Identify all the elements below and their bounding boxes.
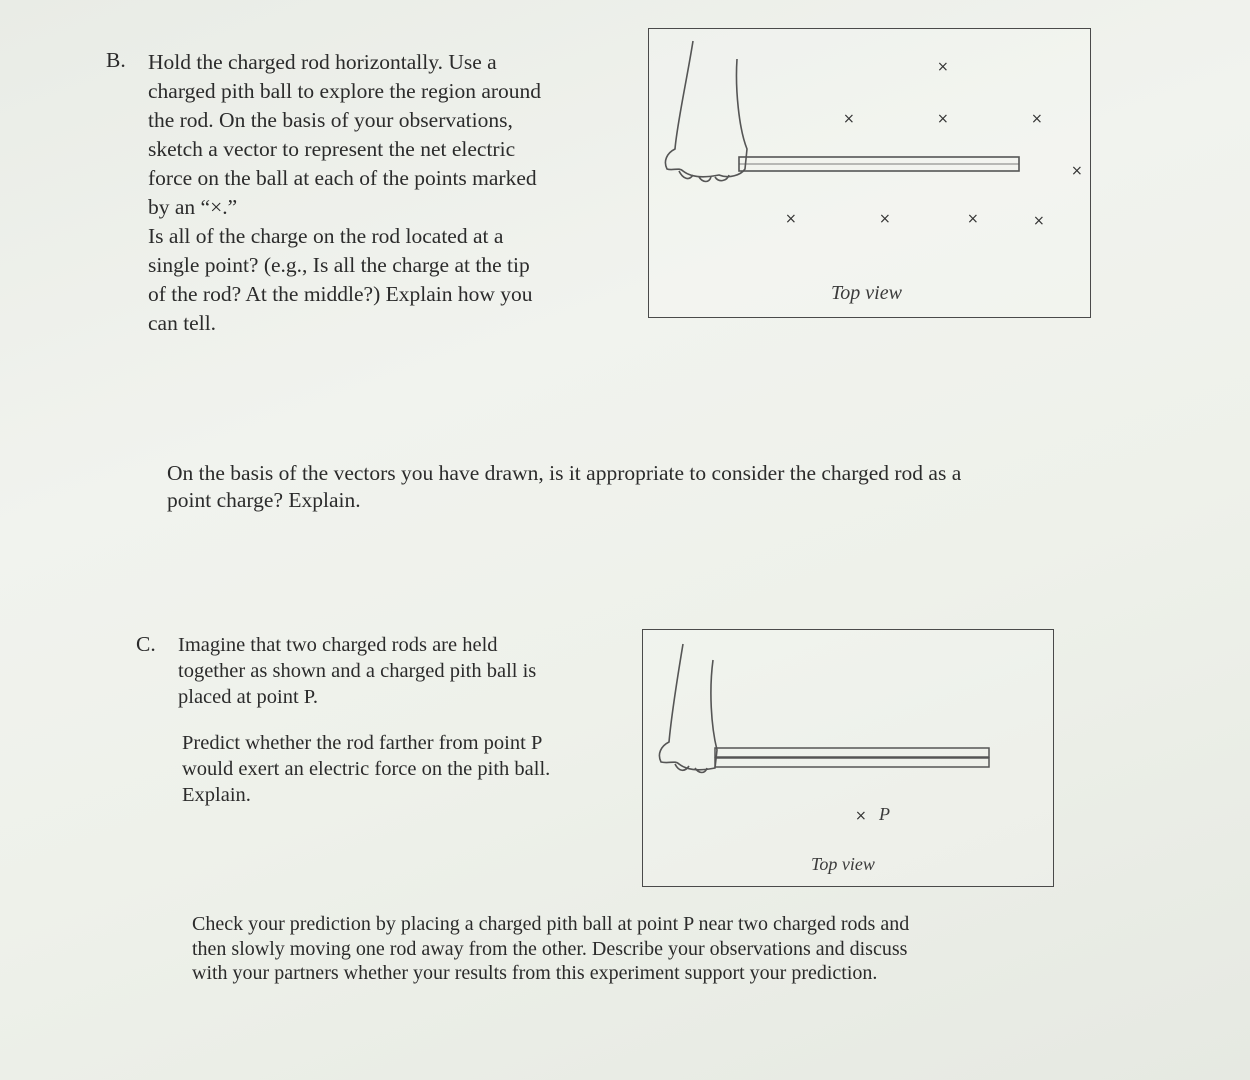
text-line: would exert an electric force on the pith ball.: [182, 758, 551, 780]
text-line: On the basis of the vectors you have drawn, is it appropriate to consider the charged rod as a: [167, 461, 962, 485]
point-marker: ×: [785, 211, 797, 227]
text-line: then slowly moving one rod away from the other. Describe your observations and discuss: [192, 937, 908, 960]
text-line: can tell.: [148, 311, 217, 335]
text-line: by an “×.”: [148, 195, 238, 219]
point-charge-question: [167, 460, 1097, 514]
section-c-prediction: [182, 730, 632, 808]
figure-c-two-rods-top-view: [642, 629, 1054, 887]
text-line: the rod. On the basis of your observations,: [148, 108, 513, 132]
text-line: placed at point P.: [178, 686, 319, 708]
point-marker: ×: [1033, 213, 1045, 229]
point-marker: ×: [879, 211, 891, 227]
point-p-label: P: [879, 804, 890, 824]
figure-b-rod-top-view: [648, 28, 1091, 318]
text-line: force on the ball at each of the points marked: [148, 166, 537, 190]
text-line: Explain.: [182, 784, 251, 806]
figure-caption: Top view: [831, 282, 902, 304]
charged-rod-1: [715, 748, 989, 757]
point-marker: ×: [1071, 163, 1083, 179]
figure-b-drawing: [649, 29, 1090, 317]
hand-drawing: [665, 41, 747, 177]
text-line: with your partners whether your results from this experiment support your prediction.: [192, 962, 878, 984]
text-line: Predict whether the rod farther from point P: [182, 732, 543, 754]
text-line: single point? (e.g., Is all the charge at the tip: [148, 253, 530, 277]
point-p-marker: ×: [855, 808, 867, 824]
hand-drawing: [659, 644, 717, 770]
section-c-intro: [178, 632, 628, 710]
section-b-letter: B.: [106, 48, 126, 72]
section-c-letter: C.: [136, 632, 156, 656]
point-marker: ×: [937, 59, 949, 75]
text-line: point charge? Explain.: [167, 488, 361, 512]
point-marker: ×: [967, 211, 979, 227]
text-line: together as shown and a charged pith ball is: [178, 660, 537, 682]
text-line: Is all of the charge on the rod located at a: [148, 224, 504, 248]
point-marker: ×: [937, 111, 949, 127]
point-marker: ×: [843, 111, 855, 127]
text-line: charged pith ball to explore the region around: [148, 79, 542, 103]
text-line: Check your prediction by placing a charged pith ball at point P near two charged rods and: [192, 913, 910, 935]
text-line: of the rod? At the middle?) Explain how you: [148, 282, 533, 306]
text-line: Imagine that two charged rods are held: [178, 634, 498, 656]
text-line: sketch a vector to represent the net electric: [148, 137, 516, 161]
charged-rod-2: [715, 758, 989, 767]
section-b-instructions: [148, 48, 628, 338]
text-line: Hold the charged rod horizontally. Use a: [148, 50, 497, 74]
point-marker: ×: [1031, 111, 1043, 127]
figure-caption: Top view: [811, 854, 875, 874]
check-prediction-instructions: [192, 912, 1092, 986]
figure-c-drawing: [643, 630, 1053, 886]
